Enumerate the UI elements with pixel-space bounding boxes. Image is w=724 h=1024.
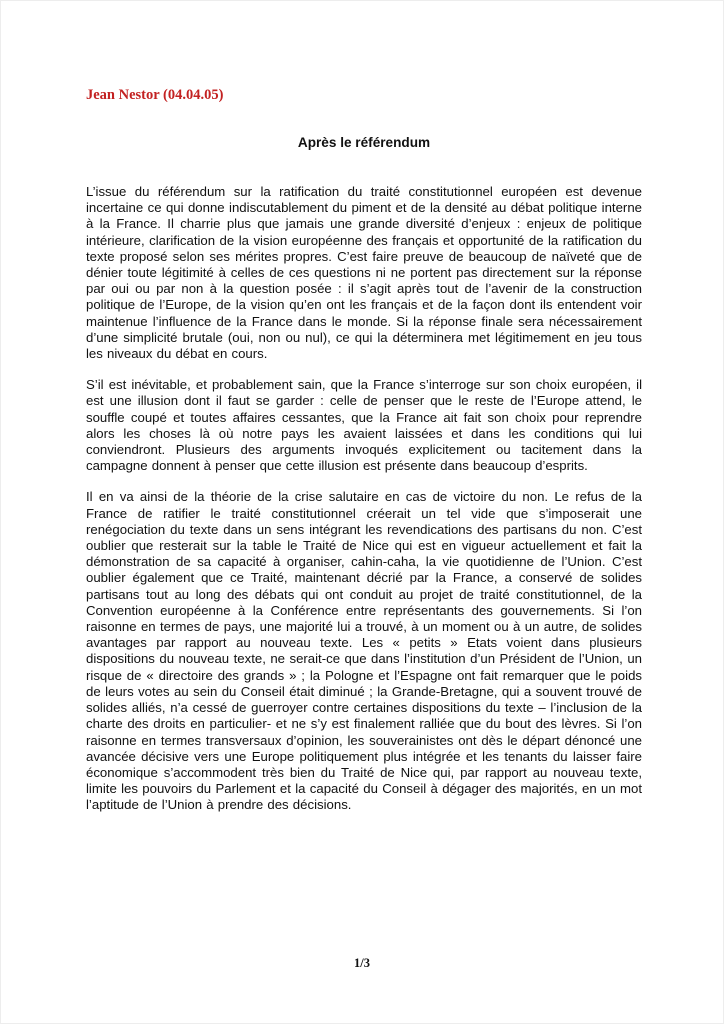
author-date-line: Jean Nestor (04.04.05) [86,87,224,103]
document-title: Après le référendum [297,135,431,150]
document-body [86,184,642,829]
body-paragraph: Il en va ainsi de la théorie de la crise salutaire en cas de victoire du non. Le refus de la France de ratifier le traité constitutionnel créerait un tel vide que s’imposerait une renégociation du texte dans un sens intégrant les revendications des partisans du non. C’est oublier que resterait sur la table le Traité de Nice qui est en vigueur actuellement et fait la démonstration de sa capacité à organiser, cahin-caha, la vie quotidienne de l’Union. C’est oublier également que ce Traité, maintenant décrié par la France, a conservé de solides partisans tout au long des débats qui ont conduit au projet de traité constitutionnel, de la Convention européenne à la Conférence entre représentants des gouvernements. Si l’on raisonne en termes de pays, une majorité lui a trouvé, à un moment ou à un autre, de solides avantages par rapport au nouveau texte. Les « petits » Etats voient dans plusieurs dispositions du nouveau texte, ne serait-ce que dans l’institution d’un Président de l’Union, un risque de « directoire des grands » ; la Pologne et l’Espagne ont fait remarquer que le poids de leurs votes au sein du Conseil était diminué ; la Grande-Bretagne, qui a souvent trouvé de solides alliés, n’a cessé de guerroyer contre certaines dispositions du texte – l’inclusion de la charte des droits en particulier- et ne s’y est finalement ralliée que du bout des lèvres. Si l’on raisonne en termes transversaux d’opinion, les souverainistes ont dès le départ dénoncé une avancée décisive vers une Europe politiquement plus intégrée et les tenants du laisser faire économique s’accommodent très bien du Traité de Nice qui, par rapport au nouveau texte, limite les pouvoirs du Parlement et la capacité du Conseil à dégager des majorités, en un mot l’aptitude de l’Union à prendre des décisions. [86,489,642,813]
body-paragraph: L’issue du référendum sur la ratification du traité constitutionnel européen est devenue incertaine ce qui donne indiscutablement du piment et de la densité au débat politique interne à la France. Il charrie plus que jamais une grande diversité d’enjeux : enjeux de politique intérieure, clarification de la vision européenne des français et opportunité de la ratification du texte proposé selon ses mérites propres. C’est faire preuve de beaucoup de naïveté que de dénier toute légitimité à celles de ces questions ni ne portent pas directement sur la réponse par oui ou par non à la question posée : il s’agit après tout de l’avenir de la construction politique de l’Europe, de la vision qu’en ont les français et de la façon dont ils entendent voir maintenue l’influence de la France dans le monde. Si la réponse finale sera nécessairement d’une simplicité brutale (oui, non ou nul), ce qui la déterminera met légitimement en jeu tous les niveaux du débat en cours. [86,184,642,362]
page-number: 1/3 [354,956,370,970]
body-paragraph: S’il est inévitable, et probablement sain, que la France s’interroge sur son choix européen, il est une illusion dont il faut se garder : celle de penser que le reste de l’Europe attend, le souffle coupé et toutes affaires cessantes, que la France ait fait son choix pour reprendre alors les choses là où notre pays les avaient laissées et dans les conditions qui lui conviendront. Plusieurs des arguments invoqués explicitement ou tacitement dans la campagne donnent à penser que cette illusion est présente dans beaucoup d’esprits. [86,377,642,474]
